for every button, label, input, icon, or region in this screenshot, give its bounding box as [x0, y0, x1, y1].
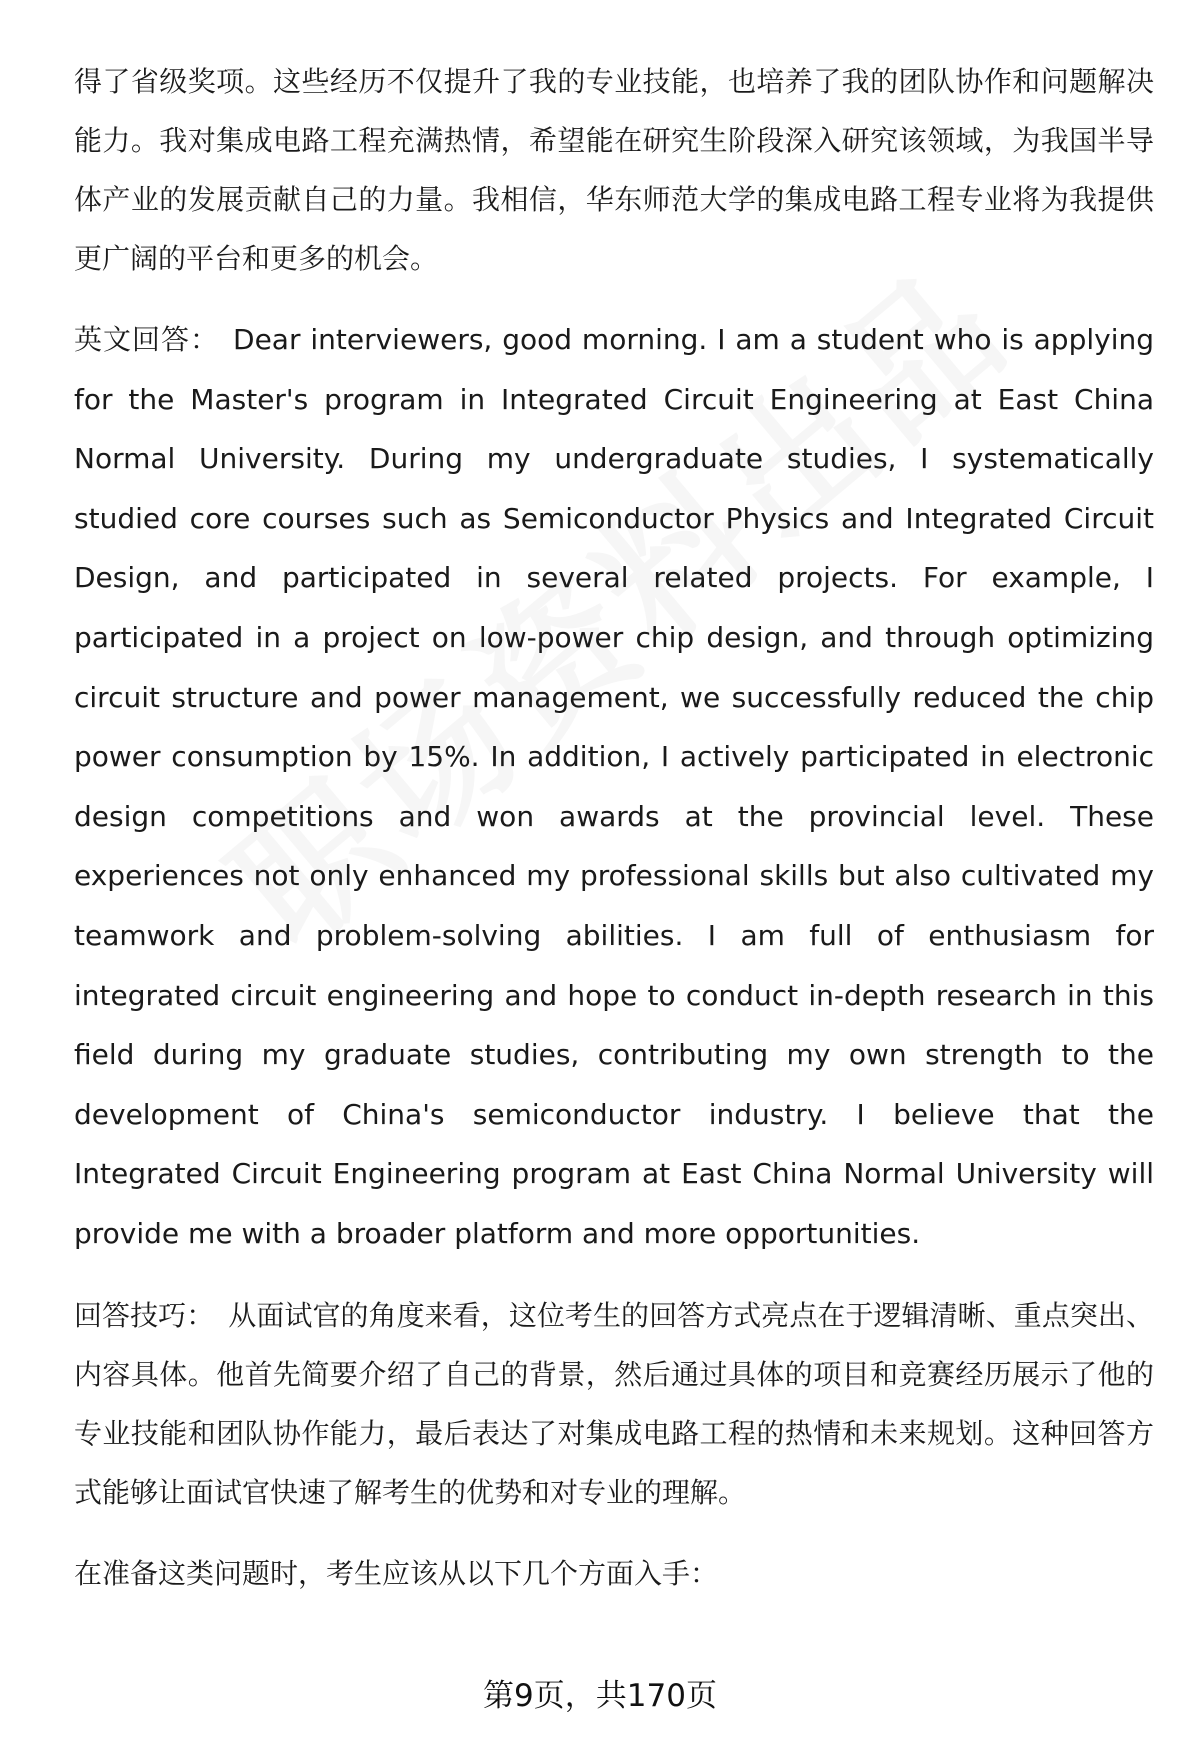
english-answer-label: 英文回答：: [74, 323, 220, 356]
english-answer-paragraph: [74, 310, 1154, 1264]
preparation-paragraph: 在准备这类问题时，考生应该从以下几个方面入手：: [74, 1556, 719, 1590]
answer-tips-label: 回答技巧：: [74, 1298, 215, 1332]
answer-tips-paragraph: [74, 1286, 1154, 1522]
document-body: [74, 52, 1154, 1625]
answer-tips-text: 从面试官的角度来看，这位考生的回答方式亮点在于逻辑清晰、重点突出、内容具体。他首先简要介绍了自己的背景，然后通过具体的项目和竞赛经历展示了他的专业技能和团队协作能力，最后表达了对集成电路工程的热情和未来规划。这种回答方式能够让面试官快速了解考生的优势和对专业的理解。: [74, 1298, 1154, 1509]
intro-continuation-paragraph: 得了省级奖项。这些经历不仅提升了我的专业技能，也培养了我的团队协作和问题解决能力。我对集成电路工程充满热情，希望能在研究生阶段深入研究该领域，为我国半导体产业的发展贡献自己的力量。我相信，华东师范大学的集成电路工程专业将为我提供更广阔的平台和更多的机会。: [74, 65, 1154, 275]
english-answer-text: Dear interviewers, good morning. I am a student who is applying for the Master's program in Integrated Circuit Engineering at East China Normal University. During my undergraduate studies, I systematically studied core courses such as Semiconductor Physics and Integrated Circuit Design, and participated in several related projects. For example, I participated in a project on low-power chip design, and through optimizing circuit structure and power management, we successfully reduced the chip power consumption by 15%. In addition, I actively participated in electronic design competitions and won awards at the provincial level. These experiences not only enhanced my professional skills but also cultivated my teamwork and problem-solving abilities. I am full of enthusiasm for integrated circuit engineering and hope to conduct in-depth research in this field during my graduate studies, contributing my own strength to the development of China's semiconductor industry. I believe that the Integrated Circuit Engineering program at East China Normal University will provide me with a broader platform and more opportunities.: [74, 323, 1154, 1250]
page-number-footer: 第9页，共170页: [483, 1678, 717, 1714]
